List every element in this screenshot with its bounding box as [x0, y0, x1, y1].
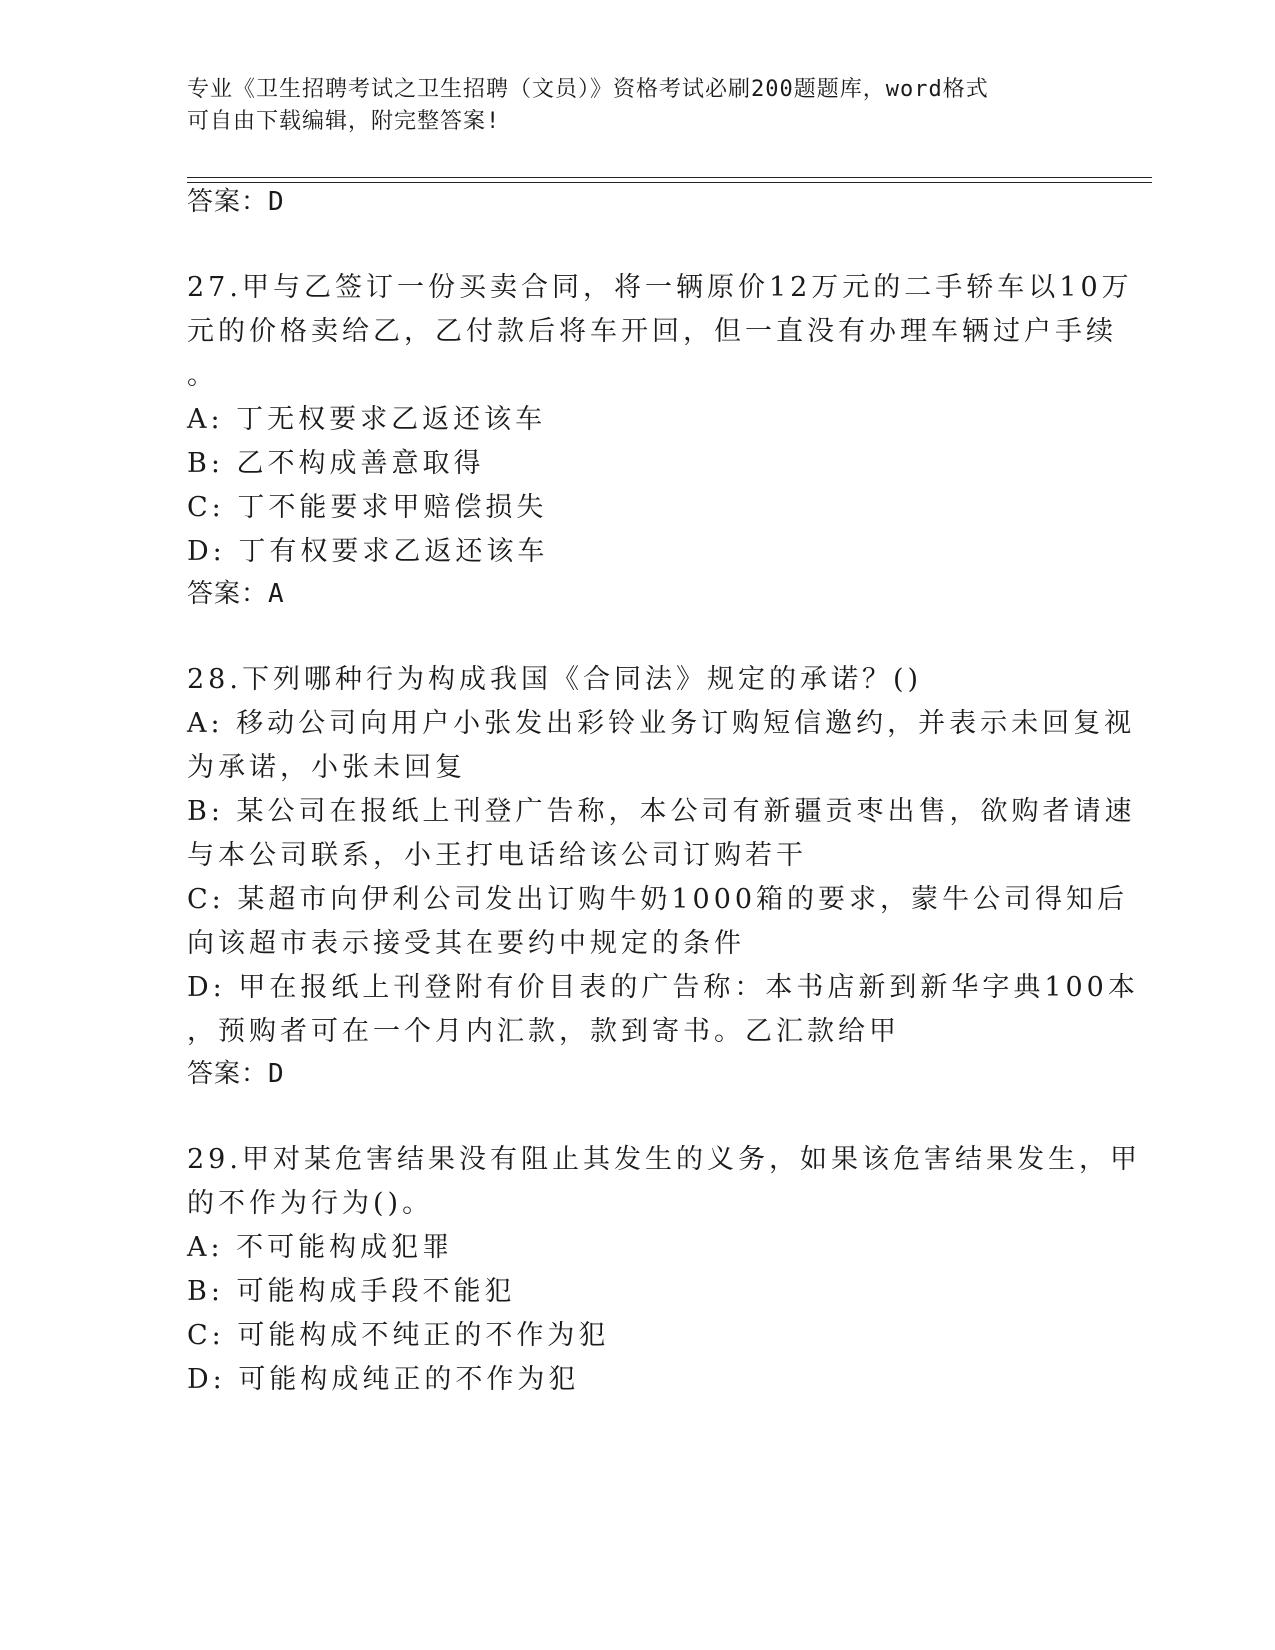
- q27-option-d: D: 丁有权要求乙返还该车: [187, 536, 549, 567]
- q28-option-a-line-1: A: 移动公司向用户小张发出彩铃业务订购短信邀约，并表示未回复视: [187, 708, 1136, 739]
- q29-option-c: C: 可能构成不纯正的不作为犯: [187, 1320, 610, 1351]
- q28-option-b-line-1: B: 某公司在报纸上刊登广告称，本公司有新疆贡枣出售，欲购者请速: [187, 796, 1136, 827]
- q28-option-d-line-1: D: 甲在报纸上刊登附有价目表的广告称：本书店新到新华字典100本: [187, 972, 1139, 1003]
- header-line-2: 可自由下载编辑，附完整答案!: [187, 109, 501, 134]
- header-line-1: 专业《卫生招聘考试之卫生招聘（文员）》资格考试必刷200题题库，word格式: [187, 77, 989, 102]
- q28-option-c-line-1: C: 某超市向伊利公司发出订购牛奶1000箱的要求，蒙牛公司得知后: [187, 884, 1129, 915]
- q28-option-d-line-2: ，预购者可在一个月内汇款，款到寄书。乙汇款给甲: [187, 1016, 900, 1047]
- q29-option-a: A: 不可能构成犯罪: [187, 1232, 454, 1263]
- q27-text-line-2: 元的价格卖给乙，乙付款后将车开回，但一直没有办理车辆过户手续: [187, 316, 1117, 347]
- q28-option-b-line-2: 与本公司联系，小王打电话给该公司订购若干: [187, 840, 807, 871]
- q29-text-line-2: 的不作为行为()。: [187, 1188, 434, 1219]
- header-rule-top: [187, 177, 1152, 178]
- q27-answer: 答案：A: [187, 579, 285, 609]
- q27-option-b: B: 乙不构成善意取得: [187, 448, 485, 479]
- q27-text-line-1: 27.甲与乙签订一份买卖合同，将一辆原价12万元的二手轿车以10万: [187, 272, 1133, 303]
- q28-answer: 答案：D: [187, 1059, 285, 1089]
- header-rule-bottom: [187, 182, 1152, 183]
- q29-text-line-1: 29.甲对某危害结果没有阻止其发生的义务，如果该危害结果发生，甲: [187, 1144, 1141, 1175]
- q28-option-c-line-2: 向该超市表示接受其在要约中规定的条件: [187, 928, 745, 959]
- q29-option-d: D: 可能构成纯正的不作为犯: [187, 1364, 580, 1395]
- answer-previous: 答案：D: [187, 187, 285, 217]
- page-header: [187, 74, 1087, 138]
- q27-option-c: C: 丁不能要求甲赔偿损失: [187, 492, 548, 523]
- q27-text-line-3: 。: [187, 360, 218, 391]
- q28-option-a-line-2: 为承诺，小张未回复: [187, 752, 466, 783]
- q28-text-line-1: 28.下列哪种行为构成我国《合同法》规定的承诺？(): [187, 664, 923, 695]
- q27-option-a: A: 丁无权要求乙返还该车: [187, 404, 547, 435]
- q29-option-b: B: 可能构成手段不能犯: [187, 1276, 516, 1307]
